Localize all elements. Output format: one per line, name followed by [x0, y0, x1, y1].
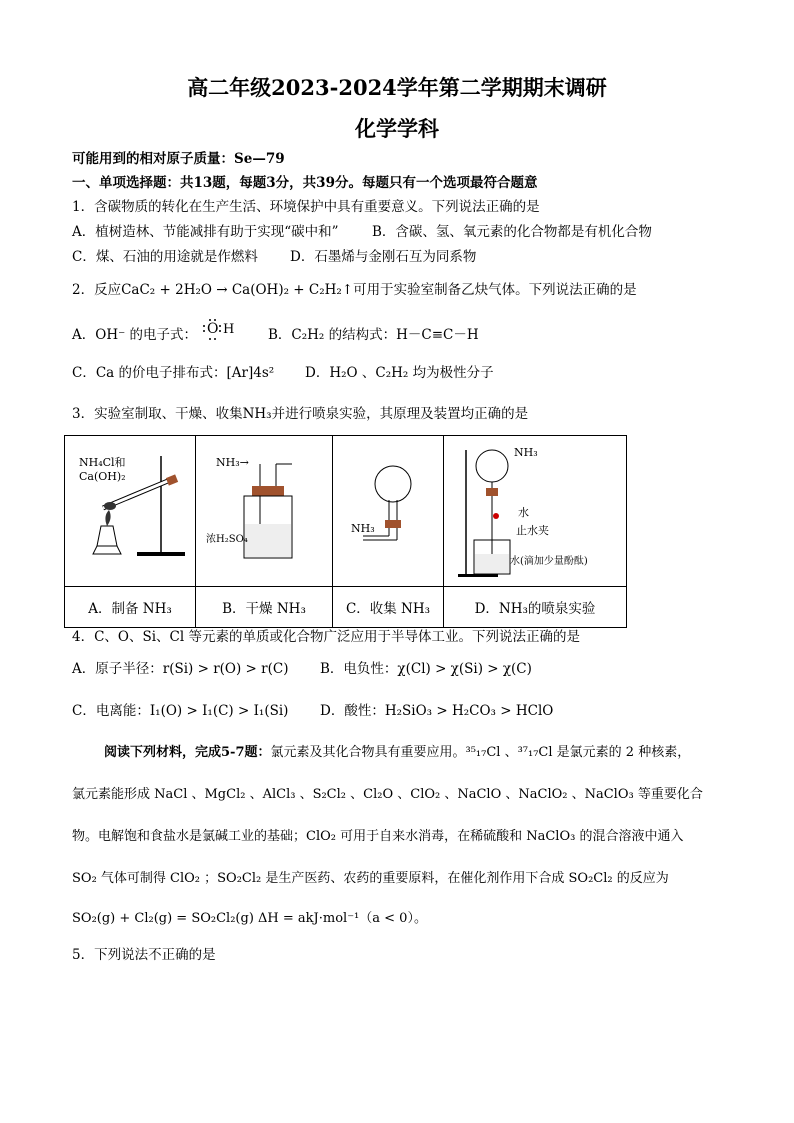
prep-apparatus-icon	[65, 436, 195, 582]
reagent-label: NH₄Cl和	[79, 456, 126, 469]
q4-option-d: D．酸性：H₂SiO₃ > H₂CO₃ > HClO	[320, 703, 554, 719]
material-lead: 阅读下列材料，完成5-7题：	[104, 745, 271, 760]
q1-option-c: C．煤、石油的用途就是作燃料	[72, 249, 258, 265]
water2-label: 水(滴加少量酚酞)	[510, 556, 588, 567]
q3-apparatus-table	[64, 435, 627, 628]
q3-caption-c: C．收集 NH₃	[333, 587, 444, 628]
section-heading: 一、单项选择题：共13题，每题3分，共39分。每题只有一个选项最符合题意	[72, 175, 538, 191]
q1-option-d: D．石墨烯与金刚石互为同系物	[290, 249, 477, 265]
collection-flask-icon	[333, 436, 443, 582]
q4-option-a: A．原子半径：r(Si) > r(O) > r(C)	[72, 661, 289, 677]
drying-bottle-icon	[196, 436, 332, 582]
q2-option-a	[72, 320, 241, 345]
subject-title: 化学学科	[355, 116, 439, 141]
q3-caption-d: D．NH₃的喷泉实验	[444, 587, 627, 628]
material-l1: 氯元素及其化合物具有重要应用。³⁵₁₇Cl 、³⁷₁₇Cl 是氯元素的 2 种核素，	[270, 745, 691, 760]
q2-option-a-label: A．OH⁻ 的电子式：	[72, 327, 198, 343]
apparatus-b	[196, 436, 333, 587]
q1-option-a: A．植树造林、节能减排有助于实现“碳中和”	[72, 224, 339, 240]
q2-option-d: D．H₂O 、C₂H₂ 均为极性分子	[305, 365, 494, 381]
q4-stem: 4．C、O、Si、Cl 等元素的单质或化合物广泛应用于半导体工业。下列说法正确的是	[72, 629, 580, 645]
material-line-4: SO₂ 气体可制得 ClO₂ ；SO₂Cl₂ 是生产医药、农药的重要原料，在催化剂作用下合成 SO₂Cl₂ 的反应为	[72, 871, 669, 886]
q3-stem: 3．实验室制取、干燥、收集NH₃并进行喷泉实验，其原理及装置均正确的是	[72, 406, 529, 422]
apparatus-d	[444, 436, 627, 587]
q5-stem: 5．下列说法不正确的是	[72, 947, 216, 963]
svg-text:H: H	[223, 321, 235, 337]
q4-option-c: C．电离能：I₁(O) > I₁(C) > I₁(Si)	[72, 703, 289, 719]
clip-label: 止水夹	[516, 524, 549, 537]
q1-stem: 1．含碳物质的转化在生产生活、环境保护中具有重要意义。下列说法正确的是	[72, 199, 540, 215]
q2-option-b: B．C₂H₂ 的结构式：H－C≡C－H	[268, 327, 479, 343]
q2-stem-pre: 2．反应	[72, 282, 122, 298]
water-label: 水	[518, 506, 529, 519]
q2-equation: CaC₂ + 2H₂O → Ca(OH)₂ + C₂H₂↑	[121, 282, 354, 298]
apparatus-c	[333, 436, 444, 587]
svg-text:O: O	[207, 320, 219, 337]
material-line-1	[104, 744, 724, 762]
q2-stem-post: 可用于实验室制备乙炔气体。下列说法正确的是	[353, 282, 637, 298]
material-line-5: SO₂(g) + Cl₂(g) = SO₂Cl₂(g) ΔH = akJ·mol⁻¹（a < 0）。	[72, 911, 427, 926]
apparatus-a	[65, 436, 196, 587]
reagent2-label: Ca(OH)₂	[79, 470, 126, 483]
material-line-3: 物。电解饱和食盐水是氯碱工业的基础；ClO₂ 可用于自来水消毒，在稀硫酸和 NaClO₃ 的混合溶液中通入	[72, 829, 684, 844]
nh3-in-label: NH₃→	[216, 456, 249, 469]
q2-option-c: C．Ca 的价电子排布式：[Ar]4s²	[72, 365, 275, 381]
q3-caption-b: B．干燥 NH₃	[196, 587, 333, 628]
atomic-mass-note: 可能用到的相对原子质量：Se—79	[72, 151, 285, 167]
h2so4-label: 浓H₂SO₄	[206, 534, 248, 545]
q3-caption-a: A．制备 NH₃	[65, 587, 196, 628]
nh3-collect-label: NH₃	[351, 522, 375, 535]
q4-option-b: B．电负性：χ(Cl) > χ(Si) > χ(C)	[320, 661, 532, 677]
electron-formula-icon	[201, 320, 241, 345]
q2-stem	[72, 281, 637, 299]
material-line-2: 氯元素能形成 NaCl 、MgCl₂ 、AlCl₃ 、S₂Cl₂ 、Cl₂O 、ClO₂ 、NaClO 、NaClO₂ 、NaClO₃ 等重要化合	[72, 787, 703, 802]
q1-option-b: B．含碳、氢、氧元素的化合物都是有机化合物	[372, 224, 652, 240]
fountain-apparatus-icon	[444, 436, 626, 582]
nh3-fountain-label: NH₃	[514, 446, 538, 459]
exam-title: 高二年级2023-2024学年第二学期期末调研	[187, 75, 607, 100]
